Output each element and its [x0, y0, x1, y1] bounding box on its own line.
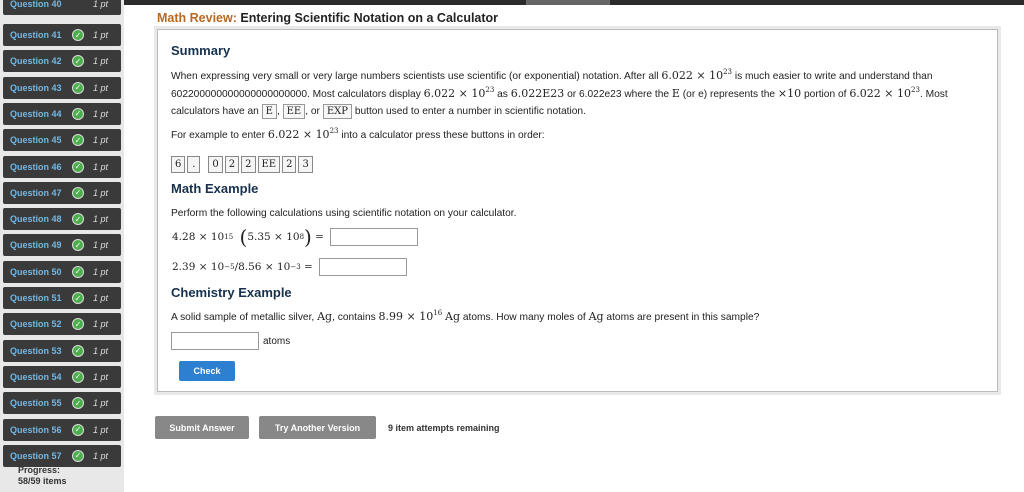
points-label: 1 pt — [93, 345, 109, 356]
question-label: Question 45 — [10, 135, 62, 146]
check-circle-icon: ✓ — [72, 266, 84, 278]
calculator-key: EE — [258, 156, 281, 173]
key-ee: EE — [283, 104, 306, 119]
points-label: 1 pt — [93, 135, 109, 146]
sidebar-question-item[interactable] — [3, 445, 121, 467]
question-label: Question 51 — [10, 293, 62, 303]
points-label: 1 pt — [93, 293, 109, 303]
calculator-key: 2 — [241, 156, 255, 173]
progress-value: 58/59 items — [18, 476, 67, 486]
calc1-answer-input[interactable] — [330, 228, 418, 246]
sidebar-question-item[interactable] — [3, 182, 121, 204]
question-sidebar — [0, 0, 124, 492]
check-circle-icon: ✓ — [72, 108, 84, 120]
question-label: Question 43 — [10, 82, 62, 93]
points-label: 1 pt — [93, 371, 109, 382]
points-label: 1 pt — [93, 187, 109, 198]
points-label: 1 pt — [93, 161, 109, 172]
calculator-key: 3 — [298, 156, 312, 173]
summary-paragraph: When expressing very small or very large numbers scientists use scientific (or exponential) notation. After all $6.022 \times 10^{23}$ is much easier to write and understand than 602200000000000000000000. Most calculators display $6.022 \times 10^{23}$ as 6.022E23 or 6.022e23 where the E (or e) represents the ×10 portion of $6.022 \times 10^{23}$. Most calculators have an E , EE , or EXP button used to enter a number in scientific notation. — [171, 68, 948, 117]
sidebar-question-item[interactable] — [3, 77, 121, 99]
references-tab[interactable] — [526, 0, 610, 5]
chemistry-example-title: Chemistry Example — [171, 285, 292, 300]
check-circle-icon: ✓ — [72, 318, 84, 330]
calc-row-2: 2.39 × 10 −5 / 8.56 × 10 −3 = — [172, 258, 407, 276]
sidebar-question-item[interactable] — [3, 287, 121, 309]
points-label: 1 pt — [93, 30, 109, 40]
sidebar-question-item[interactable] — [3, 366, 121, 388]
check-circle-icon: ✓ — [72, 161, 84, 173]
check-circle-icon: ✓ — [72, 292, 84, 304]
question-label: Question 56 — [10, 424, 62, 435]
math-example-title: Math Example — [171, 181, 259, 196]
key-exp: EXP — [323, 104, 352, 119]
question-label: Question 46 — [10, 161, 62, 172]
question-label: Question 40 — [10, 0, 62, 9]
calculator-key: 2 — [225, 156, 239, 173]
sidebar-question-item[interactable] — [3, 208, 121, 230]
key-sequence — [171, 156, 313, 173]
check-circle-icon: ✓ — [72, 82, 84, 94]
sidebar-question-item[interactable] — [3, 340, 121, 362]
attempts-remaining: 9 item attempts remaining — [388, 423, 500, 433]
check-circle-icon: ✓ — [72, 213, 84, 225]
sidebar-question-item[interactable] — [3, 129, 121, 151]
try-another-version-button[interactable]: Try Another Version — [259, 416, 376, 439]
progress-readout — [18, 465, 67, 487]
question-label: Question 53 — [10, 345, 62, 356]
page-title-highlight: Math Review: — [157, 11, 237, 25]
summary-title: Summary — [171, 43, 231, 58]
page-title — [157, 11, 498, 25]
sidebar-question-item[interactable] — [3, 156, 121, 178]
sidebar-question-item[interactable] — [3, 313, 121, 335]
check-circle-icon: ✓ — [72, 424, 84, 436]
question-label: Question 41 — [10, 30, 62, 40]
question-label: Question 55 — [10, 398, 62, 409]
sidebar-question-item[interactable] — [3, 419, 121, 441]
calculator-key: 6 — [171, 156, 185, 173]
check-circle-icon: ✓ — [72, 187, 84, 199]
points-label: 1 pt — [93, 0, 109, 9]
points-label: 1 pt — [93, 240, 109, 251]
sidebar-question-item[interactable] — [3, 103, 121, 125]
points-label: 1 pt — [93, 56, 109, 67]
sidebar-question-item[interactable] — [3, 261, 121, 283]
check-circle-icon: ✓ — [72, 450, 84, 462]
question-label: Question 42 — [10, 56, 62, 67]
check-circle-icon: ✓ — [72, 397, 84, 409]
points-label: 1 pt — [93, 108, 109, 119]
calculator-key: . — [187, 156, 200, 173]
question-label: Question 57 — [10, 450, 62, 461]
sidebar-question-item[interactable] — [3, 392, 121, 414]
sidebar-question-item[interactable] — [3, 24, 121, 46]
check-circle-icon: ✓ — [72, 239, 84, 251]
check-circle-icon: ✓ — [72, 55, 84, 67]
calculator-key: 2 — [282, 156, 296, 173]
question-label: Question 54 — [10, 371, 62, 382]
check-button[interactable]: Check — [179, 361, 235, 381]
points-label: 1 pt — [93, 266, 109, 277]
check-circle-icon: ✓ — [72, 371, 84, 383]
calc2-answer-input[interactable] — [319, 258, 407, 276]
sidebar-question-item[interactable] — [3, 234, 121, 256]
submit-answer-button[interactable]: Submit Answer — [155, 416, 249, 439]
check-circle-icon: ✓ — [72, 345, 84, 357]
points-label: 1 pt — [93, 319, 109, 330]
question-label: Question 47 — [10, 187, 62, 198]
points-label: 1 pt — [93, 398, 109, 409]
chemistry-question: A solid sample of metallic silver, Ag, contains $8.99 \times 10^{16}$ Ag atoms. How many moles of Ag atoms are present in this sample? — [171, 309, 760, 323]
sidebar-question-item[interactable] — [3, 0, 121, 15]
page-title-text: Entering Scientific Notation on a Calculator — [240, 11, 499, 25]
check-circle-icon: ✓ — [72, 29, 84, 41]
sidebar-question-item[interactable] — [3, 50, 121, 72]
check-circle-icon: ✓ — [72, 134, 84, 146]
question-panel — [157, 29, 998, 392]
calculator-key: 0 — [208, 156, 222, 173]
question-label: Question 49 — [10, 240, 62, 251]
question-label: Question 50 — [10, 266, 62, 277]
key-e: E — [262, 104, 277, 119]
atoms-unit-label: atoms — [263, 336, 291, 347]
points-label: 1 pt — [93, 450, 109, 461]
points-label: 1 pt — [93, 82, 109, 93]
question-label: Question 48 — [10, 214, 62, 225]
calc-row-1: 4.28 × 10 15 ( 5.35 × 10 8 ) = — [172, 228, 418, 246]
progress-label: Progress: — [18, 465, 61, 475]
math-example-text: Perform the following calculations using scientific notation on your calculator. — [171, 208, 517, 219]
example-paragraph: For example to enter $6.022 \times 10^{23}$ into a calculator press these buttons in order: — [171, 127, 545, 141]
question-label: Question 44 — [10, 108, 62, 119]
points-label: 1 pt — [93, 424, 109, 435]
atoms-answer-input[interactable] — [171, 332, 259, 350]
question-label: Question 52 — [10, 319, 62, 330]
points-label: 1 pt — [93, 214, 109, 225]
